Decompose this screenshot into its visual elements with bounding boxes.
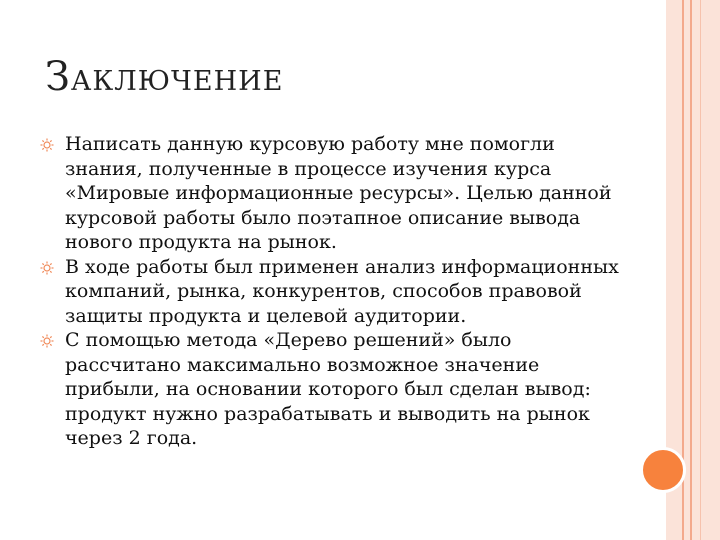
sun-icon <box>40 134 54 148</box>
title-rest: АКЛЮЧЕНИЕ <box>70 66 284 97</box>
bullet-item <box>40 255 630 329</box>
title-first-letter: З <box>45 54 71 100</box>
sun-icon <box>40 257 54 271</box>
slide-title <box>45 54 283 100</box>
decorative-circle <box>640 447 686 493</box>
bullet-item <box>40 328 630 451</box>
bullet-text: Написать данную курсовую работу мне помогли знания, полученные в процессе изучения курса «Мировые информационные ресурсы». Целью данной курсовой работы было поэтапное описание вывода нового продукта на рынок. <box>65 133 612 253</box>
sun-icon <box>40 330 54 344</box>
decorative-stripe-line <box>690 0 692 540</box>
bullet-item <box>40 132 630 255</box>
bullet-text: С помощью метода «Дерево решений» было рассчитано максимально возможное значение прибыли, на основании которого был сделан вывод: продукт нужно разрабатывать и выводить на рынок через 2 года. <box>65 329 591 449</box>
bullet-list <box>40 132 630 451</box>
bullet-text: В ходе работы был применен анализ информационных компаний, рынка, конкурентов, способов правовой защиты продукта и целевой аудитории. <box>65 255 619 327</box>
decorative-stripe-line <box>700 0 701 540</box>
